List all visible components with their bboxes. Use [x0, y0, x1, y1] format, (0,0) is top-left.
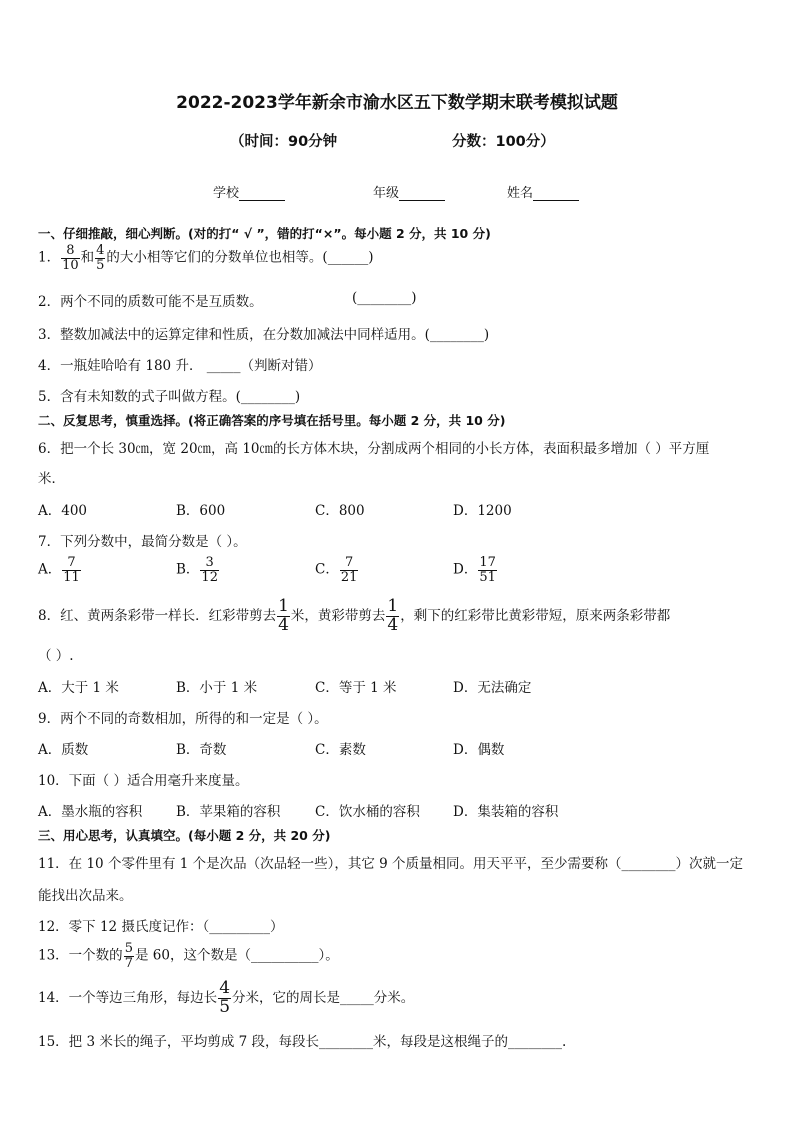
q8-option-d: D．无法确定 — [453, 680, 532, 696]
q7-option-d: D． $\frac{17}{51}$ — [453, 555, 496, 585]
section2-title: 二、反复思考，慎重选择。(将正确答案的序号填在括号里。每小题 2 分，共 10 分) — [38, 413, 506, 428]
question-6-line1: 6．把一个长 30㎝，宽 20㎝，高 10㎝的长方体木块，分割成两个相同的小长方体，表面积最多增加（ ）平方厘 — [38, 441, 710, 457]
school-field[interactable] — [213, 182, 285, 201]
fraction: $\frac{7}{21}$ — [340, 555, 358, 585]
question-4: 4．一瓶娃哈哈有 180 升． _____（判断对错） — [38, 358, 322, 374]
q8-option-a: A．大于 1 米 — [38, 680, 119, 696]
q10-option-a: A．墨水瓶的容积 — [38, 804, 143, 820]
q10-option-c: C．饮水桶的容积 — [315, 804, 420, 820]
fraction: $\frac{4}{5}$ — [96, 243, 105, 273]
question-14: 14．一个等边三角形，每边长 $\frac{4}{5}$ 分米，它的周长是_____分米。 — [38, 978, 415, 1017]
q8-option-c: C．等于 1 米 — [315, 680, 397, 696]
q9-option-d: D．偶数 — [453, 742, 505, 758]
fraction: $\frac{1}{4}$ — [387, 596, 399, 635]
question-11-line1: 11．在 10 个零件里有 1 个是次品（次品轻一些），其它 9 个质量相同。用天平平，至少需要称（________）次就一定 — [38, 856, 744, 872]
q10-option-b: B．苹果箱的容积 — [176, 804, 281, 820]
question-2: 2．两个不同的质数可能不是互质数。 — [38, 294, 263, 310]
question-2-blank: (________) — [352, 290, 417, 306]
question-13: 13．一个数的 $\frac{5}{7}$ 是 60，这个数是（__________）。 — [38, 941, 339, 971]
question-5: 5．含有未知数的式子叫做方程。(________) — [38, 389, 301, 405]
question-1: 1． $\frac{8}{10}$ 和 $\frac{4}{5}$ 的大小相等它们的分数单位也相等。(______) — [38, 243, 374, 273]
q6-option-b: B．600 — [176, 503, 226, 519]
question-15: 15．把 3 米长的绳子，平均剪成 7 段，每段长________米，每段是这根绳子的________. — [38, 1034, 567, 1050]
q9-option-b: B．奇数 — [176, 742, 227, 758]
q6-option-d: D．1200 — [453, 503, 512, 519]
grade-field[interactable] — [373, 182, 445, 201]
exam-time: （时间：90分钟 — [230, 134, 338, 150]
school-blank[interactable] — [239, 186, 285, 201]
q9-option-c: C．素数 — [315, 742, 366, 758]
name-label: 姓名 — [507, 186, 534, 201]
exam-score: 分数：100分） — [452, 134, 555, 150]
q6-option-a: A．400 — [38, 503, 88, 519]
grade-blank[interactable] — [399, 186, 445, 201]
fraction: $\frac{5}{7}$ — [124, 941, 133, 971]
q9-option-a: A．质数 — [38, 742, 89, 758]
section3-title: 三、用心思考，认真填空。(每小题 2 分，共 20 分) — [38, 828, 331, 843]
q7-option-b: B． $\frac{3}{12}$ — [176, 555, 218, 585]
school-label: 学校 — [213, 186, 240, 201]
q8-option-b: B．小于 1 米 — [176, 680, 258, 696]
question-11-line2: 能找出次品来。 — [38, 888, 133, 904]
fraction: $\frac{4}{5}$ — [219, 978, 231, 1017]
q7-option-a: A． $\frac{7}{11}$ — [38, 555, 80, 585]
exam-title: 2022-2023学年新余市渝水区五下数学期末联考模拟试题 — [176, 93, 618, 113]
grade-label: 年级 — [373, 186, 400, 201]
question-3: 3．整数加减法中的运算定律和性质，在分数加减法中同样适用。(________) — [38, 327, 490, 343]
q6-option-c: C．800 — [315, 503, 365, 519]
section1-title: 一、仔细推敲，细心判断。(对的打“ √ ”，错的打“×”。每小题 2 分，共 10 分) — [38, 226, 491, 241]
question-6-line2: 米． — [38, 471, 65, 487]
question-8-line2: （ ）. — [38, 648, 74, 664]
fraction: $\frac{3}{12}$ — [201, 555, 218, 585]
q10-option-d: D．集装箱的容积 — [453, 804, 559, 820]
question-7: 7．下列分数中，最简分数是（ ）。 — [38, 534, 247, 550]
fraction: $\frac{8}{10}$ — [62, 243, 79, 273]
question-10: 10．下面（ ）适合用毫升来度量。 — [38, 773, 249, 789]
question-9: 9．两个不同的奇数相加，所得的和一定是（ ）。 — [38, 711, 328, 727]
fraction: $\frac{1}{4}$ — [278, 596, 289, 635]
fraction: $\frac{17}{51}$ — [479, 555, 496, 585]
question-12: 12．零下 12 摄氏度记作：（_________） — [38, 919, 284, 935]
name-field[interactable] — [507, 182, 579, 201]
question-8: 8．红、黄两条彩带一样长．红彩带剪去 $\frac{1}{4}$ 米，黄彩带剪去 $\frac{1}{4}$ ，剩下的红彩带比黄彩带短，原来两条彩带都 — [38, 596, 671, 635]
q7-option-c: C． $\frac{7}{21}$ — [315, 555, 358, 585]
fraction: $\frac{7}{11}$ — [63, 555, 80, 585]
name-blank[interactable] — [533, 186, 579, 201]
